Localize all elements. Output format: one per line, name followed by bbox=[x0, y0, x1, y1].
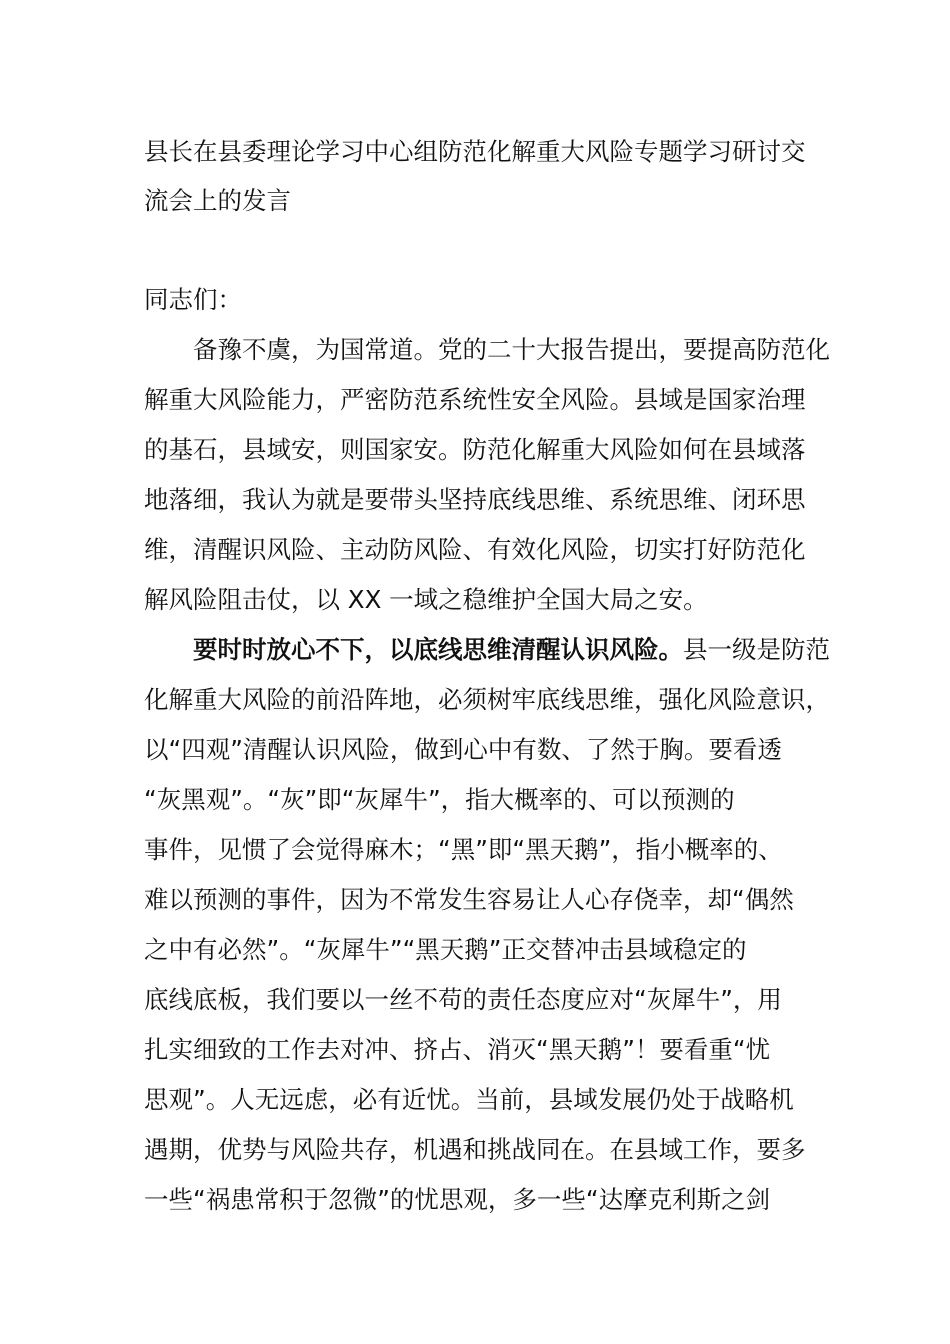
section-heading-line bbox=[144, 635, 830, 665]
body-line: 遇期，优势与风险共存，机遇和挑战同在。在县域工作，要多 bbox=[144, 1135, 806, 1164]
document-title-line-2: 流会上的发言 bbox=[144, 186, 291, 215]
body-line: 以“四观”清醒认识风险，做到心中有数、了然于胸。要看透 bbox=[144, 735, 782, 764]
body-line: 解风险阻击仗，以 XX 一域之稳维护全国大局之安。 bbox=[144, 585, 708, 614]
body-line: 备豫不虞，为国常道。党的二十大报告提出，要提高防范化 bbox=[144, 335, 830, 364]
section-heading-continuation: 县一级是防范 bbox=[683, 635, 830, 664]
body-line: 化解重大风险的前沿阵地，必须树牢底线思维，强化风险意识， bbox=[144, 685, 830, 714]
body-line: 底线底板，我们要以一丝不苟的责任态度应对“灰犀牛”，用 bbox=[144, 985, 782, 1014]
section-heading: 要时时放心不下，以底线思维清醒认识风险。 bbox=[144, 635, 683, 664]
body-line: 难以预测的事件，因为不常发生容易让人心存侥幸，却“偶然 bbox=[144, 885, 794, 914]
body-line: 事件，见惯了会觉得麻木；“黑”即“黑天鹅”，指小概率的、 bbox=[144, 835, 783, 864]
body-line: “灰黑观”。“灰”即“灰犀牛”，指大概率的、可以预测的 bbox=[144, 785, 735, 814]
document-title-line-1: 县长在县委理论学习中心组防范化解重大风险专题学习研讨交 bbox=[144, 137, 806, 166]
body-line: 地落细，我认为就是要带头坚持底线思维、系统思维、闭环思 bbox=[144, 485, 806, 514]
body-line: 扎实细致的工作去对冲、挤占、消灭“黑天鹅”！要看重“忧 bbox=[144, 1035, 771, 1064]
body-line: 之中有必然”。“灰犀牛”“黑天鹅”正交替冲击县域稳定的 bbox=[144, 935, 747, 964]
body-line: 思观”。人无远虑，必有近忧。当前，县域发展仍处于战略机 bbox=[144, 1085, 794, 1114]
body-line: 维，清醒识风险、主动防风险、有效化风险，切实打好防范化 bbox=[144, 535, 806, 564]
body-line: 一些“祸患常积于忽微”的忧思观，多一些“达摩克利斯之剑 bbox=[144, 1185, 771, 1214]
body-line: 的基石，县域安，则国家安。防范化解重大风险如何在县域落 bbox=[144, 435, 806, 464]
salutation: 同志们： bbox=[144, 285, 242, 314]
body-line: 解重大风险能力，严密防范系统性安全风险。县域是国家治理 bbox=[144, 385, 806, 414]
